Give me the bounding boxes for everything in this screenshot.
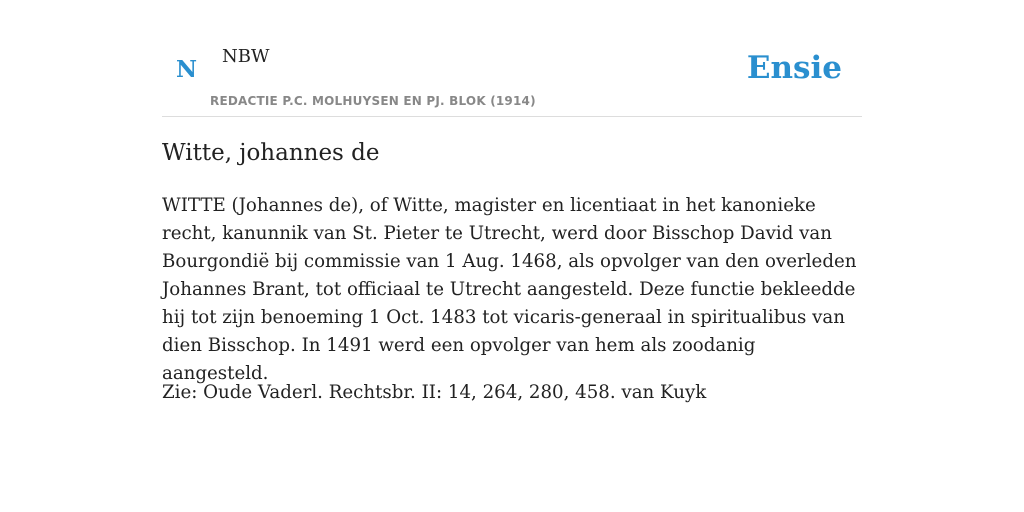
source-name[interactable]: NBW [222,46,270,67]
page [162,0,862,403]
article-title: Witte, johannes de [162,140,380,166]
source-logo[interactable]: N [176,56,198,83]
source-subtitle: REDACTIE P.C. MOLHUYSEN EN PJ. BLOK (1914) [210,94,536,108]
source-header [162,0,862,117]
brand-logo[interactable]: Ensie [746,50,842,86]
article-reference: Zie: Oude Vaderl. Rechtsbr. II: 14, 264, 280, 458. van Kuyk [162,382,707,403]
article-body: WITTE (Johannes de), of Witte, magister en licentiaat in het kanonieke recht, kanunnik van St. Pieter te Utrecht, werd door Bisschop David van Bourgondië bij commissie van 1 Aug. 1468, als opvolger van den overleden Johannes Brant, tot officiaal te Utrecht aangesteld. Deze functie bekleedde hij tot zijn benoeming 1 Oct. 1483 tot vicaris-generaal in spiritualibus van dien Bisschop. In 1491 werd een opvolger van hem als zoodanig aangesteld. [162,195,857,384]
